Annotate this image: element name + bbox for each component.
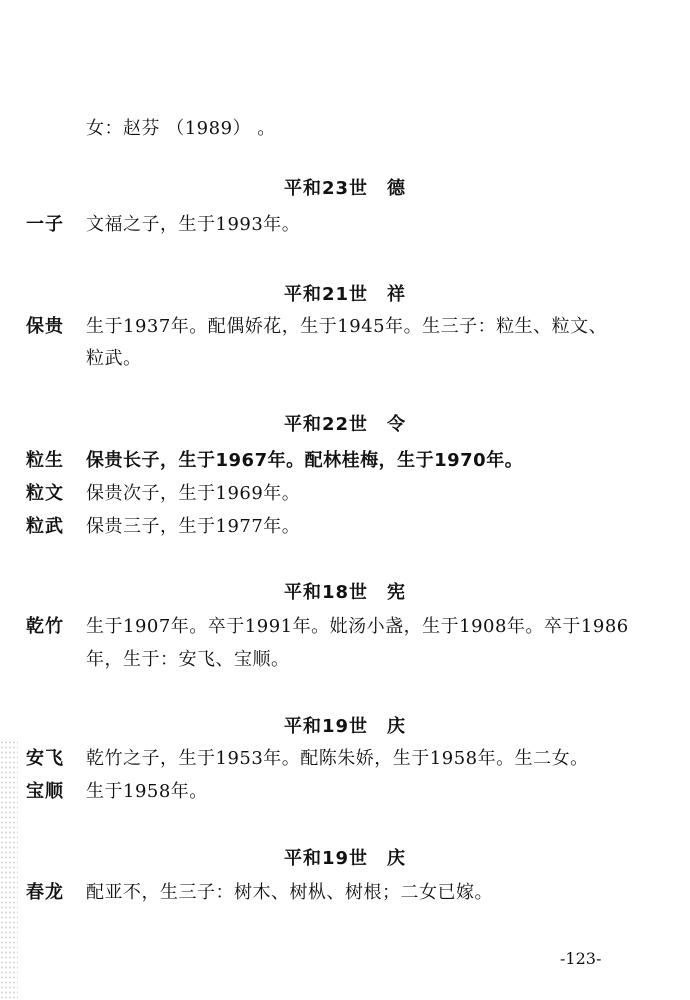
person-record: 保贵长子，生于1967年。配林桂梅，生于1970年。 [86,450,524,471]
person-record: 配亚不，生三子：树木、树枞、树根；二女已嫁。 [86,882,493,903]
person-name: 春龙 [26,882,64,903]
person-name: 粒生 [26,450,64,471]
person-record: 生于1958年。 [86,781,208,802]
person-name: 粒文 [26,483,64,504]
section-heading: 平和19世 庆 [283,848,407,869]
section-heading: 平和21世 祥 [283,284,407,305]
person-record: 生于1907年。卒于1991年。妣汤小盏，生于1908年。卒于1986 [86,616,629,637]
person-record: 文福之子，生于1993年。 [86,214,301,235]
section-heading: 平和19世 庆 [283,716,407,737]
person-name: 保贵 [26,316,64,337]
section-heading: 平和23世 德 [283,178,407,199]
scan-edge-texture [0,740,18,1000]
person-record: 生于1937年。配偶娇花，生于1945年。生三子：粒生、粒文、 [86,316,608,337]
person-record-continued: 粒武。 [86,348,142,369]
person-name: 宝顺 [26,781,64,802]
page-number: -123- [560,949,602,968]
person-record: 乾竹之子，生于1953年。配陈朱娇，生于1958年。生二女。 [86,748,589,769]
person-name: 乾竹 [26,616,64,637]
person-record: 保贵三子，生于1977年。 [86,516,301,537]
daughter-line: 女：赵芬 （1989） 。 [86,118,276,139]
person-record: 保贵次子，生于1969年。 [86,483,301,504]
person-name: 一子 [26,214,64,235]
person-name: 安飞 [26,748,64,769]
person-record-continued: 年，生于：安飞、宝顺。 [86,649,290,670]
section-heading: 平和18世 宪 [283,582,407,603]
person-name: 粒武 [26,516,64,537]
section-heading: 平和22世 令 [283,414,407,435]
